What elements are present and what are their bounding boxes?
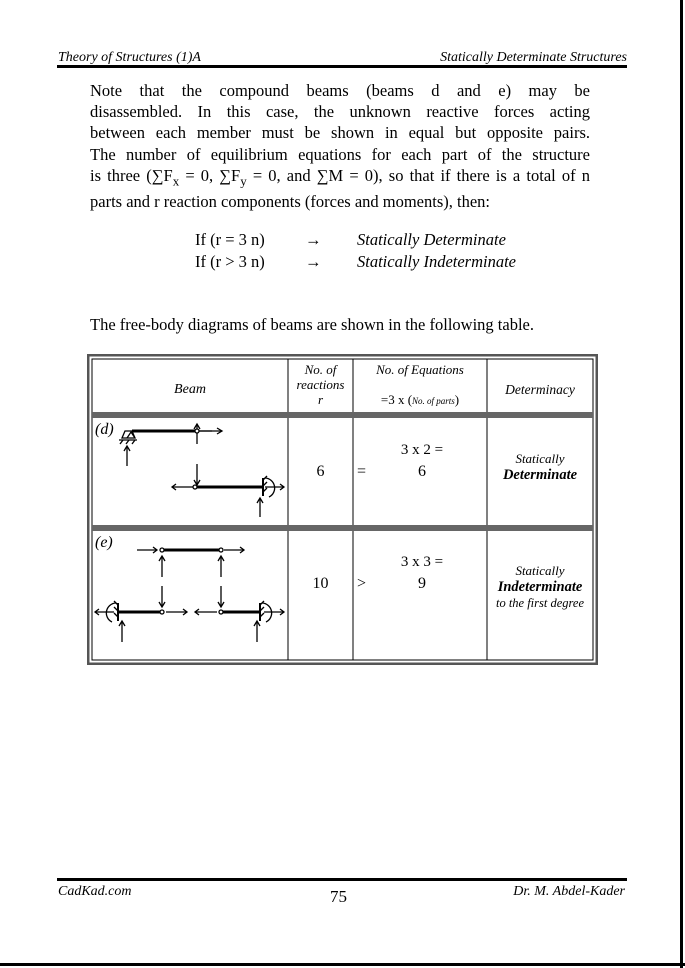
row-d-eq-formula: 3 x 2 = — [400, 442, 444, 458]
paragraph-line: The number of equilibrium equations for each part of the structure — [90, 144, 590, 164]
row-e-determinacy: Statically Indeterminate to the first degree — [495, 563, 585, 610]
page-number: 75 — [330, 887, 347, 906]
determinacy-table — [87, 354, 598, 665]
row-e-eq-formula: 3 x 3 = — [400, 554, 444, 570]
beam-e-diagram — [95, 547, 284, 642]
header-left: Theory of Structures (1)A — [58, 50, 201, 65]
header-determinacy: Determinacy — [505, 382, 575, 397]
paragraph-line: Note that the compound beams (beams d and e) may be — [90, 81, 590, 100]
header-equations: No. of Equations =3 x (No. of parts) — [376, 362, 464, 407]
row-d-determinacy: Statically Determinate — [502, 451, 578, 483]
header-right: Statically Determinate Structures — [440, 50, 627, 65]
header-reactions: No. of reactions r — [296, 362, 345, 407]
page-border-bottom — [0, 963, 685, 966]
row-d-relation: = — [357, 463, 367, 480]
condition-indeterminate: If (r > 3 n) → Statically Indeterminate — [195, 252, 516, 271]
header-rule — [57, 65, 627, 68]
condition-determinate: If (r = 3 n) → Statically Determinate — [195, 230, 506, 249]
row-d-eq-value: 6 — [418, 463, 426, 480]
row-d-reactions: 6 — [316, 463, 325, 480]
table-intro: The free-body diagrams of beams are shown in the following table. — [90, 315, 534, 334]
row-e-reactions: 10 — [312, 575, 329, 592]
paragraph-line: between each member must be shown in equal but opposite pairs. — [90, 123, 590, 143]
arrow-icon: → — [305, 230, 322, 249]
page-border-right — [680, 0, 683, 968]
row-e-label: (e) — [95, 534, 113, 551]
footer-right: Dr. M. Abdel-Kader — [513, 884, 625, 899]
row-e-relation: > — [357, 575, 367, 592]
paragraph-line: disassembled. In this case, the unknown reactive forces acting — [90, 102, 590, 122]
arrow-icon: → — [305, 252, 322, 271]
paragraph-line: parts and r reaction components (forces and moments), then: — [90, 192, 490, 212]
footer-rule — [57, 878, 627, 881]
header-beam: Beam — [174, 382, 206, 397]
beam-d-diagram — [119, 424, 284, 517]
footer-left: CadKad.com — [58, 884, 132, 899]
paragraph-line: is three ($\sum F_x = 0$, $\sum F_y = 0$, and ∑M = 0), so that if there is a total of n — [90, 165, 590, 189]
row-e-eq-value: 9 — [418, 575, 426, 592]
row-d-label: (d) — [95, 421, 114, 438]
paragraph — [90, 80, 590, 213]
